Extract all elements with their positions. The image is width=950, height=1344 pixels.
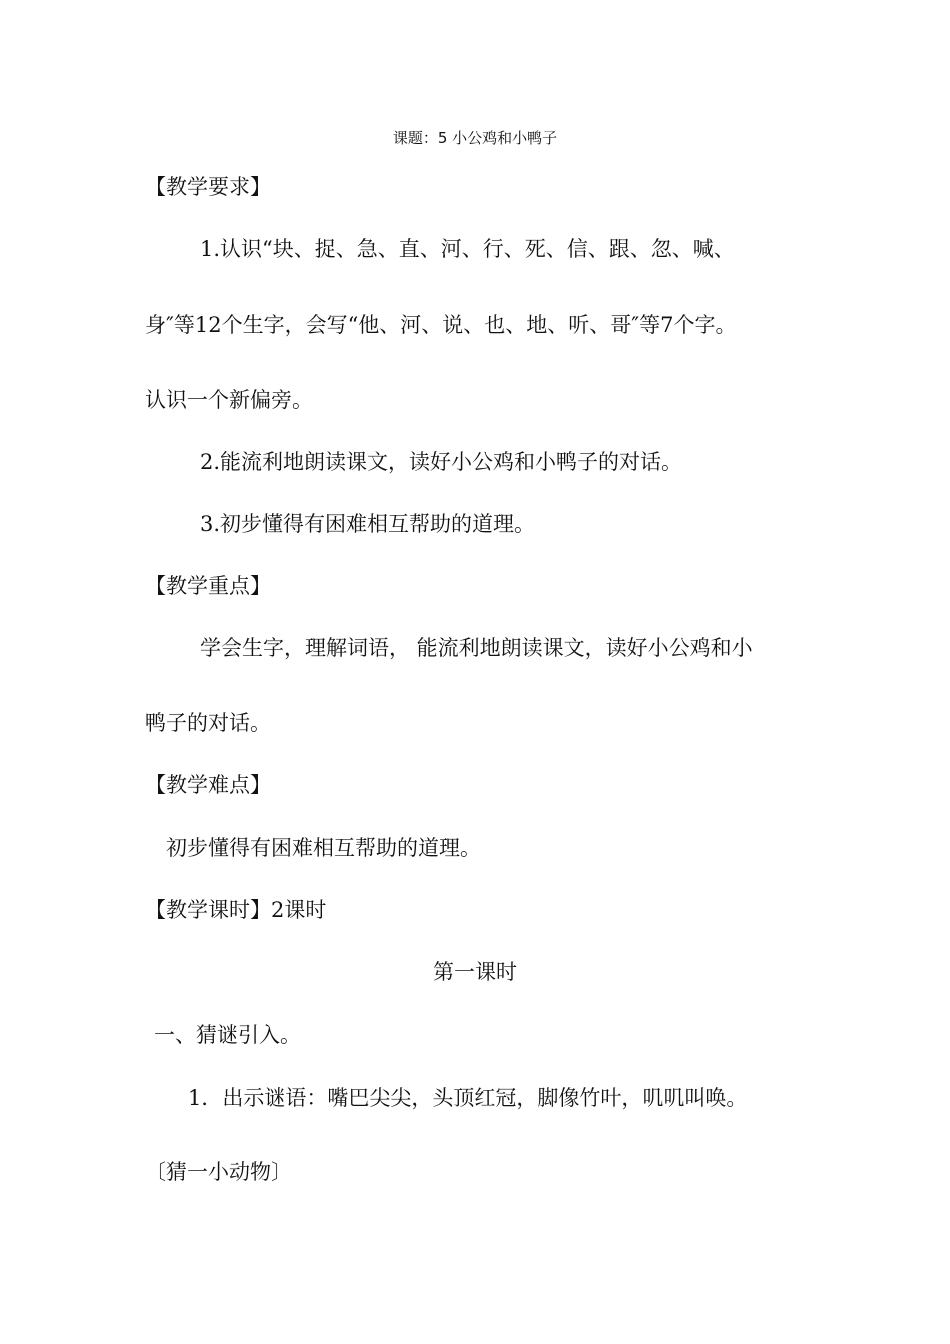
requirement-2: 2.能流利地朗读课文，读好小公鸡和小鸭子的对话。 bbox=[200, 450, 683, 474]
requirement-1-line-3: 认识一个新偏旁。 bbox=[145, 388, 313, 412]
requirement-3: 3.初步懂得有困难相互帮助的道理。 bbox=[200, 512, 536, 536]
heading-teaching-key-points: 【教学重点】 bbox=[145, 574, 271, 598]
key-points-line-1: 学会生字，理解词语， 能流利地朗读课文，读好小公鸡和小 bbox=[200, 636, 753, 660]
heading-teaching-hours: 【教学课时】2课时 bbox=[145, 898, 327, 922]
document-title: 课题：5 小公鸡和小鸭子 bbox=[392, 129, 558, 147]
lesson-title: 第一课时 bbox=[433, 960, 517, 984]
section-1-heading: 一、猜谜引入。 bbox=[154, 1023, 301, 1047]
heading-teaching-difficulties: 【教学难点】 bbox=[145, 773, 271, 797]
requirement-1-line-2: 身″等12个生字，会写“他、河、说、也、地、听、哥″等7个字。 bbox=[145, 313, 737, 337]
requirement-1-line-1: 1.认识“块、捉、急、直、河、行、死、信、跟、忽、喊、 bbox=[200, 237, 735, 261]
difficulties-text: 初步懂得有困难相互帮助的道理。 bbox=[166, 836, 481, 860]
riddle-hint: 〔猜一小动物〕 bbox=[145, 1160, 292, 1184]
riddle-text: 1．出示谜语：嘴巴尖尖，头顶红冠，脚像竹叶，叽叽叫唤。 bbox=[188, 1086, 748, 1110]
heading-teaching-requirements: 【教学要求】 bbox=[145, 175, 271, 199]
key-points-line-2: 鸭子的对话。 bbox=[145, 711, 271, 735]
